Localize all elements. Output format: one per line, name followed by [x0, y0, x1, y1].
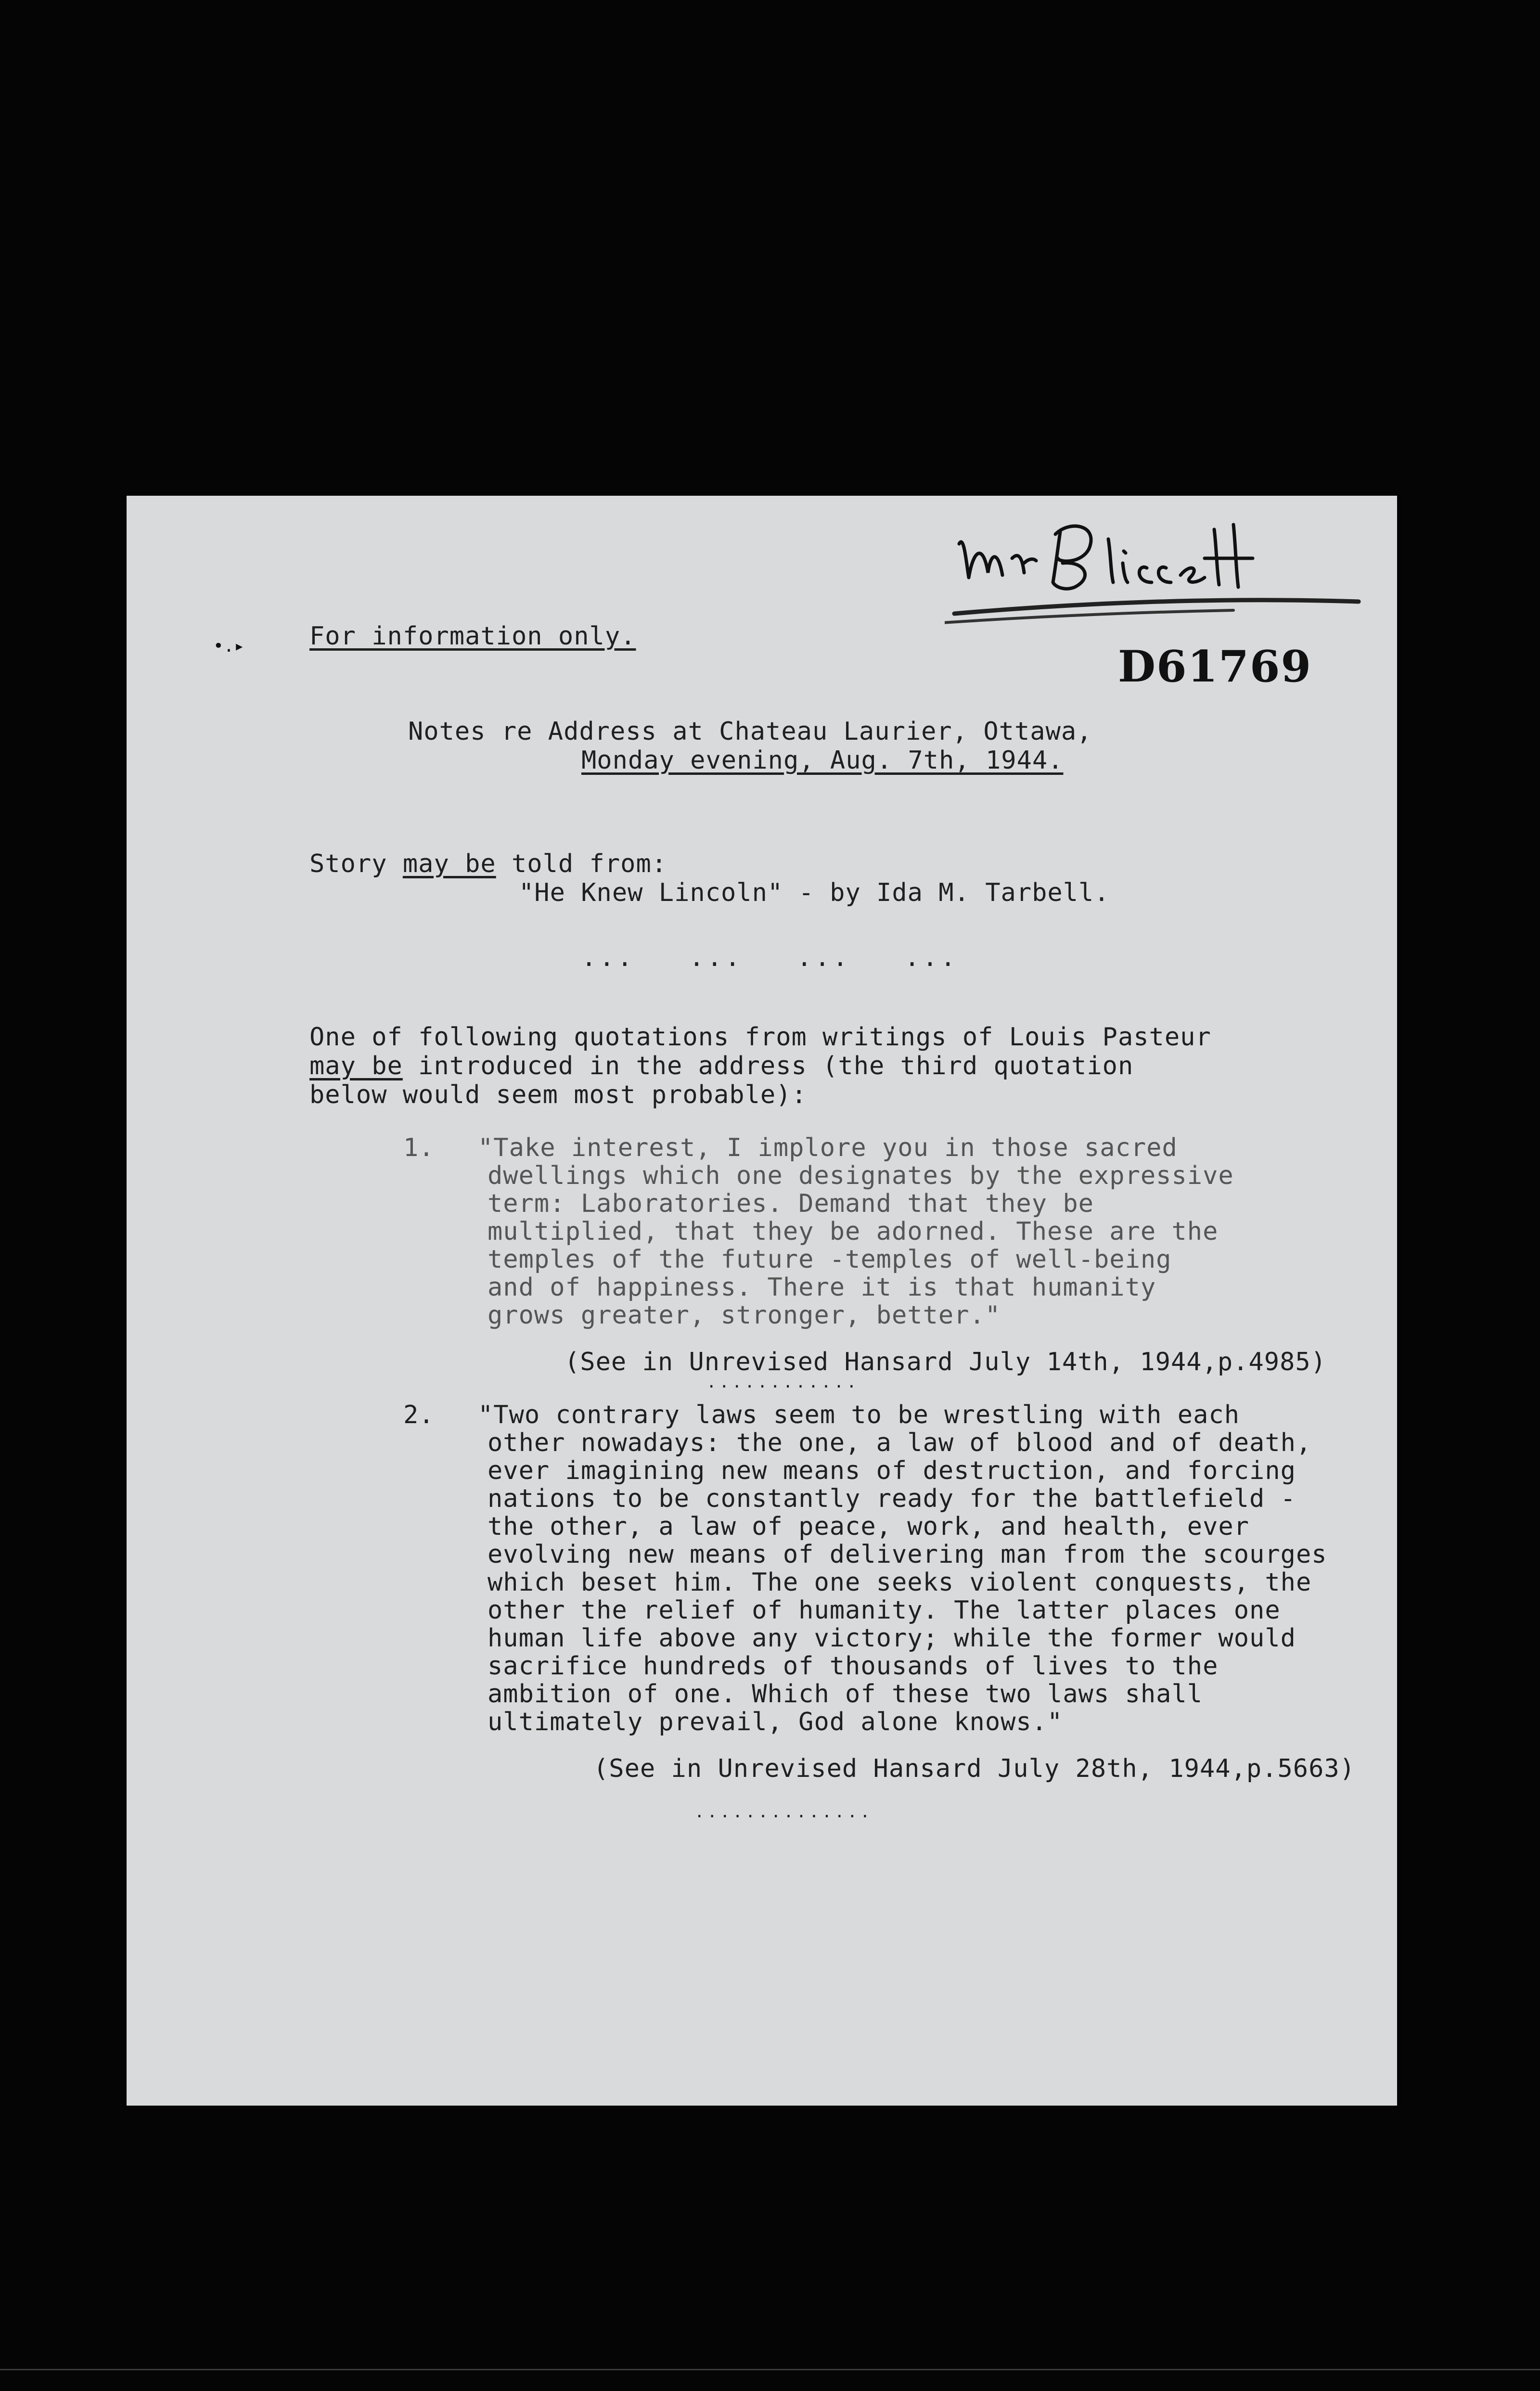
quote-2-line: other the relief of humanity. The latter places one: [488, 1596, 1281, 1625]
quote-2-line: ever imagining new means of destruction, and forcing: [488, 1456, 1296, 1485]
intro-may-be: may be: [309, 1052, 403, 1080]
heading-line-1: Notes re Address at Chateau Laurier, Ottawa,: [408, 717, 1092, 746]
document-page: [127, 496, 1397, 2106]
separator-1: ... ... ... ...: [581, 943, 959, 972]
quote-1-line: grows greater, stronger, better.": [488, 1301, 1001, 1330]
document-number: D61769: [1118, 641, 1312, 692]
story-prefix: Story: [309, 849, 403, 878]
quote-2-line: human life above any victory; while the former would: [488, 1624, 1296, 1653]
story-source: "He Knew Lincoln" - by Ida M. Tarbell.: [519, 878, 1110, 907]
quote-2-line: nations to be constantly ready for the battlefield -: [488, 1484, 1296, 1513]
bottom-divider: [0, 2369, 1540, 2370]
intro-line-2: [309, 1052, 1133, 1080]
separator-3: ..............: [694, 1802, 873, 1822]
quote-2-number: 2.: [403, 1401, 435, 1429]
quote-2-line: other nowadays: the one, a law of blood and of death,: [488, 1428, 1312, 1457]
handwritten-signature: [945, 505, 1378, 626]
quote-1-number: 1.: [403, 1133, 435, 1162]
story-suffix: told from:: [496, 849, 667, 878]
quote-2-line: which beset him. The one seeks violent conquests, the: [488, 1568, 1312, 1597]
quote-1-line: multiplied, that they be adorned. These are the: [488, 1217, 1219, 1246]
intro-line-1: One of following quotations from writings of Louis Pasteur: [309, 1023, 1211, 1052]
quote-1-line: dwellings which one designates by the expressive: [488, 1161, 1234, 1190]
quote-2-line: the other, a law of peace, work, and health, ever: [488, 1512, 1250, 1541]
information-marker: For information only.: [309, 622, 636, 651]
quote-2-line: sacrifice hundreds of thousands of lives to the: [488, 1652, 1219, 1681]
quote-2-source: (See in Unrevised Hansard July 28th, 1944,p.5663): [593, 1754, 1356, 1783]
quote-2-line: "Two contrary laws seem to be wrestling with each: [478, 1401, 1240, 1429]
story-line: [309, 849, 667, 878]
quote-2-line: ambition of one. Which of these two laws shall: [488, 1680, 1203, 1709]
story-may-be: may be: [402, 849, 496, 878]
intro-line-3: below would seem most probable):: [309, 1080, 807, 1109]
quote-1-line: temples of the future -temples of well-being: [488, 1245, 1172, 1274]
quote-1-line: and of happiness. There it is that humanity: [488, 1273, 1156, 1302]
quote-2-line: ultimately prevail, God alone knows.": [488, 1708, 1063, 1736]
intro-line-2-rest: introduced in the address (the third quotation: [402, 1052, 1134, 1080]
heading-line-2: Monday evening, Aug. 7th, 1944.: [581, 746, 1064, 775]
quote-1-line: "Take interest, I implore you in those sacred: [478, 1133, 1178, 1162]
quote-2-line: evolving new means of delivering man from the scourges: [488, 1540, 1327, 1569]
quote-1-line: term: Laboratories. Demand that they be: [488, 1189, 1094, 1218]
margin-mark: •.▸: [213, 636, 245, 656]
quote-1-source: (See in Unrevised Hansard July 14th, 1944,p.4985): [565, 1348, 1327, 1376]
separator-2: ............: [706, 1373, 860, 1392]
